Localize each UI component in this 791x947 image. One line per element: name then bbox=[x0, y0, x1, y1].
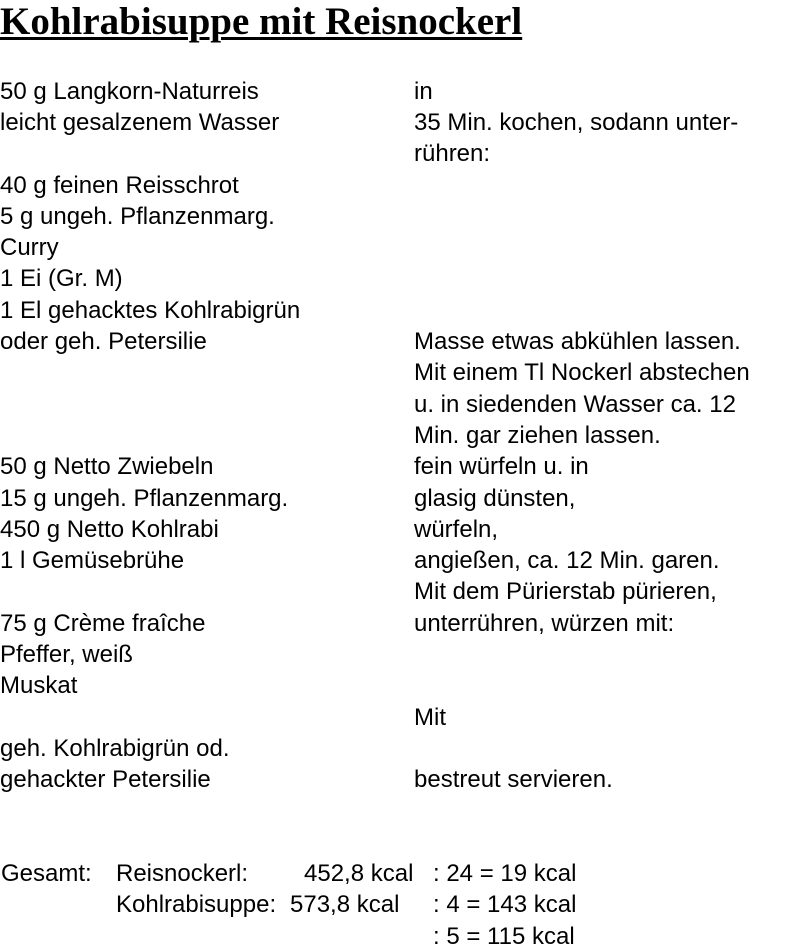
instruction: u. in siedenden Wasser ca. 12 bbox=[414, 390, 736, 418]
totals-label: Gesamt: bbox=[1, 860, 92, 887]
instruction: Masse etwas abkühlen lassen. bbox=[414, 328, 741, 356]
ingredient: gehackter Petersilie bbox=[0, 766, 211, 794]
ingredient: 450 g Netto Kohlrabi bbox=[0, 515, 219, 543]
instruction: unterrühren, würzen mit: bbox=[414, 609, 675, 637]
totals-item-name: Kohlrabisuppe: bbox=[116, 891, 277, 919]
recipe-row bbox=[0, 139, 791, 170]
recipe-row bbox=[0, 577, 791, 608]
recipe-row bbox=[0, 639, 791, 670]
ingredient: 1 El gehacktes Kohlrabigrün bbox=[0, 296, 301, 324]
instruction: Mit einem Tl Nockerl abstechen bbox=[414, 359, 750, 387]
totals-per-portion: : 4 = 143 kcal bbox=[433, 891, 577, 919]
recipe-body bbox=[0, 76, 791, 796]
ingredient: 50 g Netto Zwiebeln bbox=[0, 453, 214, 481]
ingredient: 50 g Langkorn-Naturreis bbox=[0, 77, 259, 105]
totals-per-portion: : 24 = 19 kcal bbox=[433, 860, 577, 887]
recipe-row bbox=[0, 702, 791, 733]
ingredient: Curry bbox=[0, 234, 59, 262]
ingredient: 75 g Crème fraîche bbox=[0, 609, 206, 637]
recipe-row bbox=[0, 452, 791, 483]
recipe-row bbox=[0, 765, 791, 796]
instruction: bestreut servieren. bbox=[414, 766, 613, 794]
recipe-row bbox=[0, 326, 791, 357]
totals-item-kcal: 452,8 kcal bbox=[304, 860, 414, 887]
recipe-row bbox=[0, 545, 791, 576]
instruction: Min. gar ziehen lassen. bbox=[414, 421, 661, 449]
recipe-row bbox=[0, 514, 791, 545]
recipe-row bbox=[0, 232, 791, 263]
ingredient: 15 g ungeh. Pflanzenmarg. bbox=[0, 484, 289, 512]
instruction: Mit dem Pürierstab pürieren, bbox=[414, 578, 717, 606]
recipe-row bbox=[0, 170, 791, 201]
totals-item-kcal: 573,8 kcal bbox=[290, 891, 400, 919]
ingredient: geh. Kohlrabigrün od. bbox=[0, 734, 230, 762]
instruction: angießen, ca. 12 Min. garen. bbox=[414, 547, 720, 575]
recipe-row bbox=[0, 76, 791, 107]
instruction: fein würfeln u. in bbox=[414, 453, 589, 481]
recipe-row bbox=[0, 264, 791, 295]
recipe-row bbox=[0, 671, 791, 702]
totals-per-portion: : 5 = 115 kcal bbox=[433, 922, 575, 947]
recipe-row bbox=[0, 733, 791, 764]
instruction: 35 Min. kochen, sodann unter- bbox=[414, 108, 739, 136]
recipe-row bbox=[0, 107, 791, 138]
totals-item-name: Reisnockerl: bbox=[116, 860, 249, 887]
ingredient: Pfeffer, weiß bbox=[0, 640, 133, 668]
recipe-row bbox=[0, 483, 791, 514]
ingredient: oder geh. Petersilie bbox=[0, 328, 207, 356]
ingredient: 5 g ungeh. Pflanzenmarg. bbox=[0, 202, 275, 230]
recipe-row bbox=[0, 201, 791, 232]
recipe-row bbox=[0, 420, 791, 451]
recipe-row bbox=[0, 295, 791, 326]
ingredient: Muskat bbox=[0, 672, 78, 700]
instruction: Mit bbox=[414, 703, 446, 731]
recipe-row bbox=[0, 358, 791, 389]
ingredient: 1 Ei (Gr. M) bbox=[0, 265, 123, 293]
ingredient: 40 g feinen Reisschrot bbox=[0, 171, 239, 199]
recipe-row bbox=[0, 389, 791, 420]
recipe-row bbox=[0, 608, 791, 639]
ingredient: 1 l Gemüsebrühe bbox=[0, 547, 185, 575]
ingredient: leicht gesalzenem Wasser bbox=[0, 108, 280, 136]
instruction: in bbox=[414, 77, 433, 105]
recipe-title: Kohlrabisuppe mit Reisnockerl bbox=[0, 0, 523, 43]
instruction: rühren: bbox=[414, 140, 491, 168]
instruction: glasig dünsten, bbox=[414, 484, 576, 512]
instruction: würfeln, bbox=[414, 515, 499, 543]
